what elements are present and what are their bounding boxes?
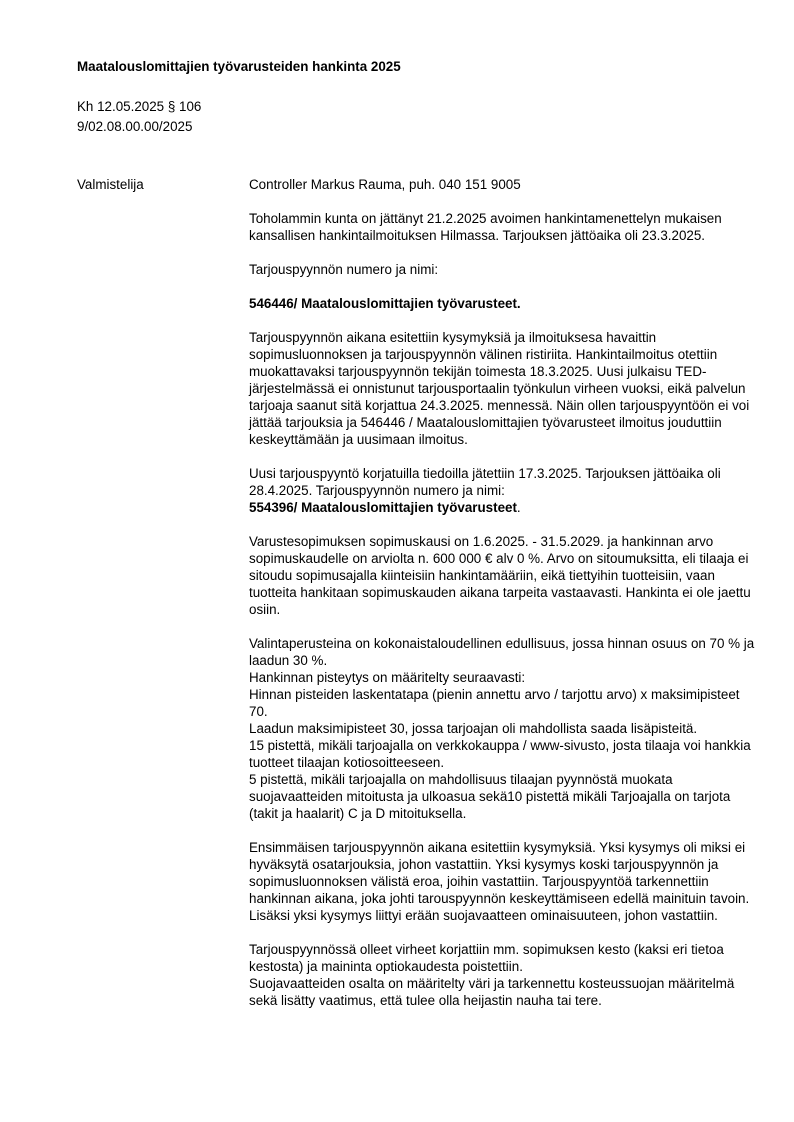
- paragraph-corrections: [249, 941, 757, 1009]
- corrections-line: Tarjouspyynnössä olleet virheet korjattiin mm. sopimuksen kesto (kaksi eri tietoa kestosta) ja maininta optiokaudesta poistettiin.: [249, 942, 724, 974]
- record-id: 9/02.08.00.00/2025: [77, 119, 193, 134]
- corrections-line: Suojavaatteiden osalta on määritelty väri ja tarkennettu kosteussuojan määritelmä sekä lisätty vaatimus, että tulee olla heijastin nauha tai tere.: [249, 976, 735, 1008]
- criteria-line: Laadun maksimipisteet 30, jossa tarjoajan oli mahdollista saada lisäpisteitä.: [249, 721, 698, 736]
- preparer-label: Valmistelija: [77, 177, 144, 192]
- paragraph-announcement: Toholammin kunta on jättänyt 21.2.2025 avoimen hankintamenettelyn mukaisen kansallisen hankintailmoituksen Hilmassa. Tarjouksen jättöaika oli 23.3.2025.: [249, 211, 722, 243]
- document-body: [249, 176, 757, 1026]
- tender-number-new: 554396/ Maatalouslomittajien työvarusteet: [249, 500, 517, 515]
- document-title: Maatalouslomittajien työvarusteiden hankinta 2025: [77, 59, 401, 74]
- paragraph-tender-label: Tarjouspyynnön numero ja nimi:: [249, 262, 439, 277]
- criteria-line: Valintaperusteina on kokonaistaloudellinen edullisuus, jossa hinnan osuus on 70 % ja laadun 30 %.: [249, 636, 755, 668]
- criteria-line: 15 pistettä, mikäli tarjoajalla on verkkokauppa / www-sivusto, josta tilaaja voi hankkia tuotteet tilaajan kotiosoitteeseen.: [249, 738, 751, 770]
- tender-number-new-line: [249, 499, 757, 516]
- meeting-reference: [77, 97, 201, 137]
- criteria-line: 5 pistettä, mikäli tarjoajalla on mahdollisuus tilaajan pyynnöstä muokata suojavaatteiden mitoitusta ja ulkoasua sekä10 pistettä mikäli Tarjoajalla on tarjota (takit ja haalarit) C ja D mitoituksella.: [249, 772, 731, 821]
- criteria-line: Hankinnan pisteytys on määritelty seuraavasti:: [249, 670, 526, 685]
- criteria-line: Hinnan pisteiden laskentatapa (pienin annettu arvo / tarjottu arvo) x maksimipisteet 70.: [249, 687, 740, 719]
- paragraph-new-tender: Uusi tarjouspyyntö korjatuilla tiedoilla jätettiin 17.3.2025. Tarjouksen jättöaika oli 28.4.2025. Tarjouspyynnön numero ja nimi:: [249, 466, 721, 498]
- paragraph-interruption: Tarjouspyynnön aikana esitettiin kysymyksiä ja ilmoituksesa havaittin sopimusluonnoksen ja tarjouspyynnön välinen ristiriita. Hankintailmoitus otettiin muokattavaksi tarjouspyynnön tekijän toimesta 18.3.2025. Uusi julkaisu TED-järjestelmässä ei onnistunut tarjousportaalin työnkulun virheen vuoksi, eikä palvelun tarjoaja saanut sitä korjattua 24.3.2025. mennessä. Näin ollen tarjouspyyntöön ei voi jättää tarjouksia ja 546446 / Maatalouslomittajien työvarusteet ilmoitus jouduttiin keskeyttämään ja uusimaan ilmoitus.: [249, 330, 750, 447]
- paragraph-questions: Ensimmäisen tarjouspyynnön aikana esitettiin kysymyksiä. Yksi kysymys oli miksi ei hyväksytä osatarjouksia, johon vastattiin. Yksi kysymys koski tarjouspyynnön ja sopimusluonnoksen välistä eroa, joihin vastattiin. Tarjouspyyntöä tarkennettiin hankinnan aikana, joka johti tarouspyynnön keskeyttämiseen edellä mainituin tavoin. Lisäksi yksi kysymys liittyi erään suojavaatteen ominaisuuteen, johon vastattiin.: [249, 840, 750, 923]
- tender-number-old: 546446/ Maatalouslomittajien työvarusteet.: [249, 296, 521, 311]
- tender-number-new-suffix: .: [516, 500, 521, 515]
- preparer-value: Controller Markus Rauma, puh. 040 151 9005: [249, 177, 521, 192]
- meeting-date-section: Kh 12.05.2025 § 106: [77, 99, 202, 114]
- paragraph-contract-period: Varustesopimuksen sopimuskausi on 1.6.2025. - 31.5.2029. ja hankinnan arvo sopimuskaudelle on arviolta n. 600 000 € alv 0 %. Arvo on sitoumuksitta, eli tilaaja ei sitoudu sopimusajalla kiinteisiin hankintamääriin, eikä tiettyihin tuotteisiin, vaan tuotteita hankitaan sopimuskauden aikana tarpeita vastaavasti. Hankinta ei ole jaettu osiin.: [249, 534, 751, 617]
- paragraph-criteria: [249, 635, 757, 822]
